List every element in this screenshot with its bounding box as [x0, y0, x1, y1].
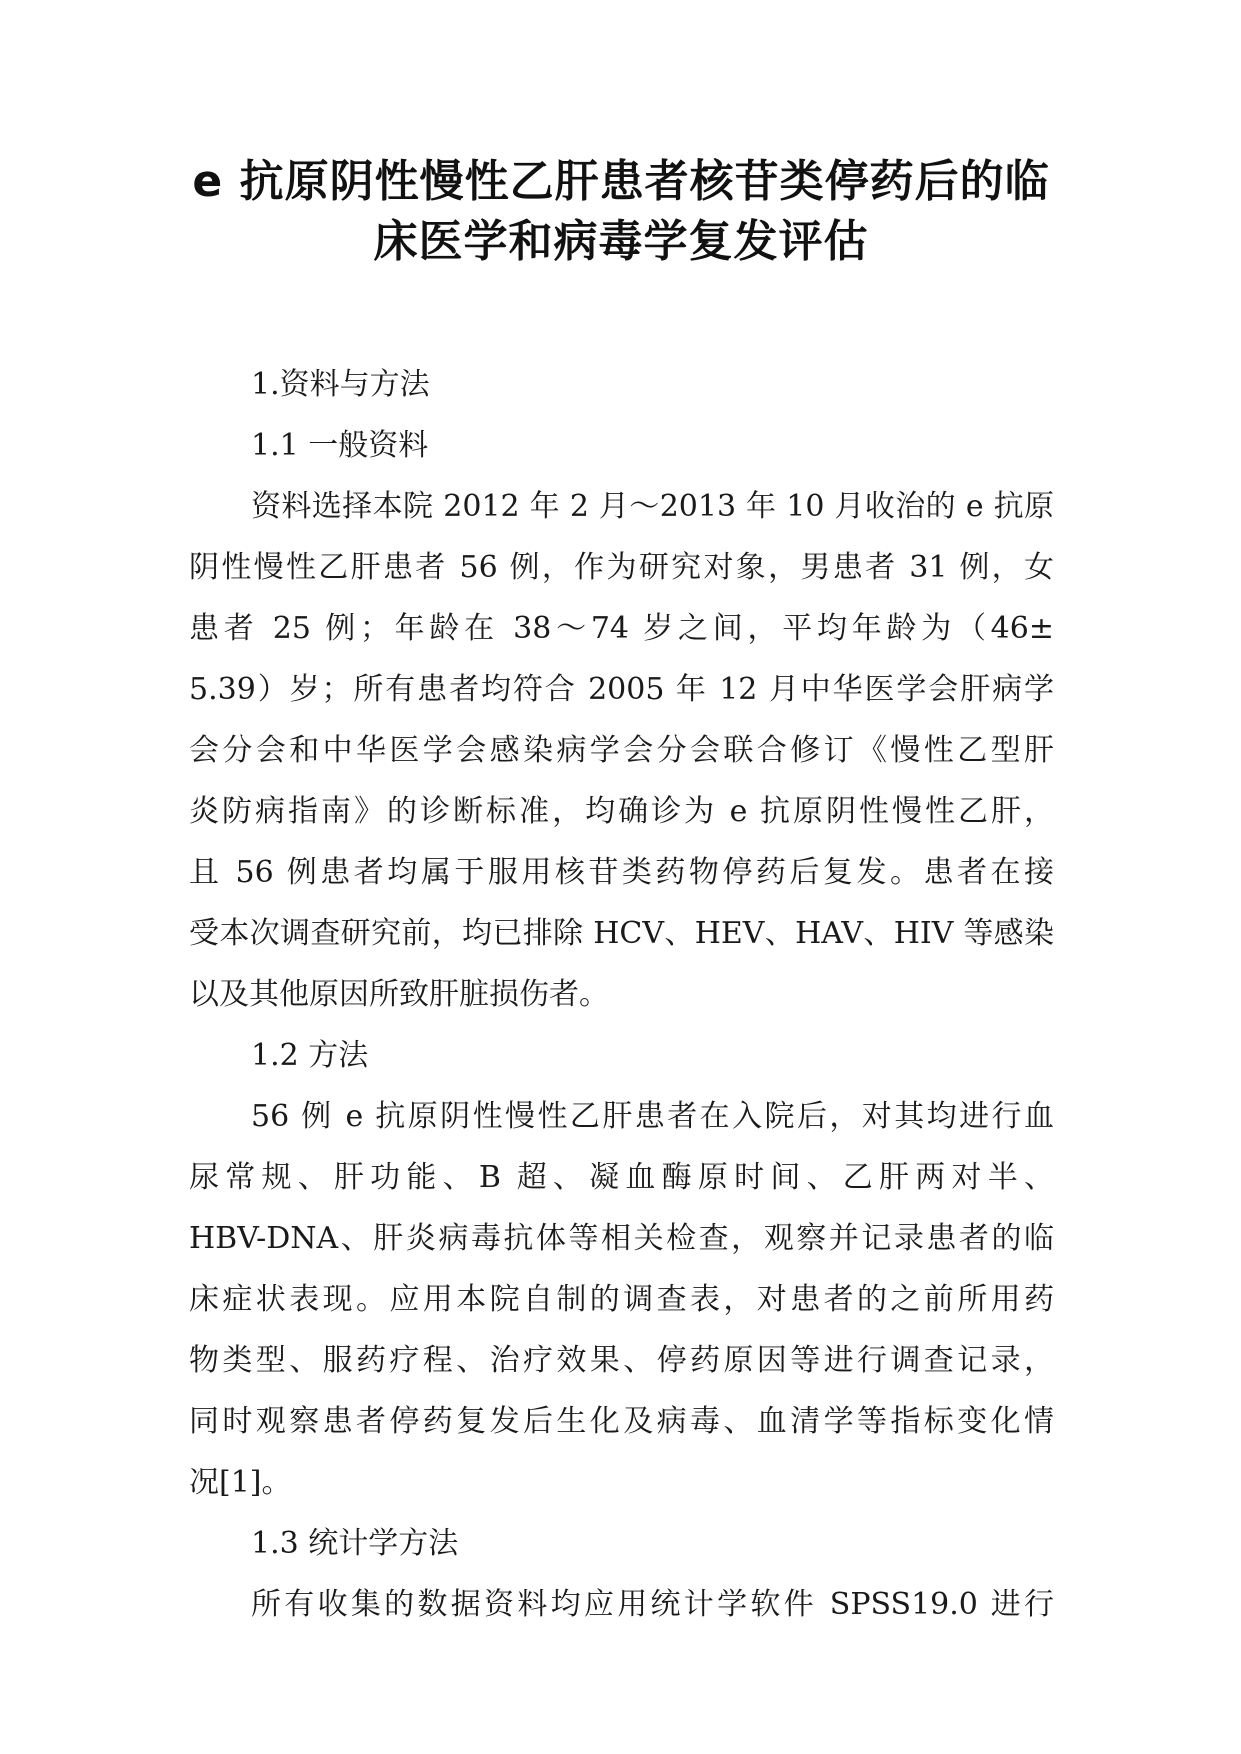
- paragraph-line: HBV-DNA、肝炎病毒抗体等相关检查，观察并记录患者的临: [189, 1221, 1054, 1256]
- paragraph-line: 患者 25 例；年龄在 38～74 岁之间，平均年龄为（46±: [189, 611, 1054, 646]
- paragraph-line: 阴性慢性乙肝患者 56 例，作为研究对象，男患者 31 例，女: [189, 550, 1054, 585]
- paragraph-line: 5.39）岁；所有患者均符合 2005 年 12 月中华医学会肝病学: [189, 672, 1054, 707]
- document-title: [186, 152, 1056, 272]
- paragraph-line: 受本次调查研究前，均已排除 HCV、HEV、HAV、HIV 等感染: [189, 916, 1054, 951]
- title-line-1: e 抗原阴性慢性乙肝患者核苷类停药后的临: [192, 156, 1050, 207]
- title-line-2: 床医学和病毒学复发评估: [373, 216, 869, 267]
- document-body: [189, 354, 1054, 1635]
- paragraph-line: 床症状表现。应用本院自制的调查表，对患者的之前所用药: [189, 1282, 1054, 1317]
- section-heading-1-3: 1.3 统计学方法: [251, 1526, 459, 1561]
- paragraph-line: 且 56 例患者均属于服用核苷类药物停药后复发。患者在接: [189, 855, 1054, 890]
- paragraph-line: 56 例 e 抗原阴性慢性乙肝患者在入院后，对其均进行血: [251, 1099, 1054, 1134]
- paragraph-line: 以及其他原因所致肝脏损伤者。: [189, 977, 609, 1012]
- paragraph-line: 况[1]。: [189, 1465, 292, 1500]
- section-heading-1-2: 1.2 方法: [251, 1038, 369, 1073]
- paragraph-line: 物类型、服药疗程、治疗效果、停药原因等进行调查记录，: [189, 1343, 1054, 1378]
- paragraph-line: 所有收集的数据资料均应用统计学软件 SPSS19.0 进行: [251, 1587, 1054, 1622]
- section-heading-1-1: 1.1 一般资料: [251, 428, 429, 463]
- paragraph-line: 炎防病指南》的诊断标准，均确诊为 e 抗原阴性慢性乙肝，: [189, 794, 1054, 829]
- paragraph-line: 同时观察患者停药复发后生化及病毒、血清学等指标变化情: [189, 1404, 1054, 1439]
- paragraph-line: 资料选择本院 2012 年 2 月～2013 年 10 月收治的 e 抗原: [251, 489, 1054, 524]
- paragraph-line: 尿常规、肝功能、B 超、凝血酶原时间、乙肝两对半、: [189, 1160, 1054, 1195]
- section-heading-1: 1.资料与方法: [251, 367, 430, 402]
- paragraph-line: 会分会和中华医学会感染病学会分会联合修订《慢性乙型肝: [189, 733, 1054, 768]
